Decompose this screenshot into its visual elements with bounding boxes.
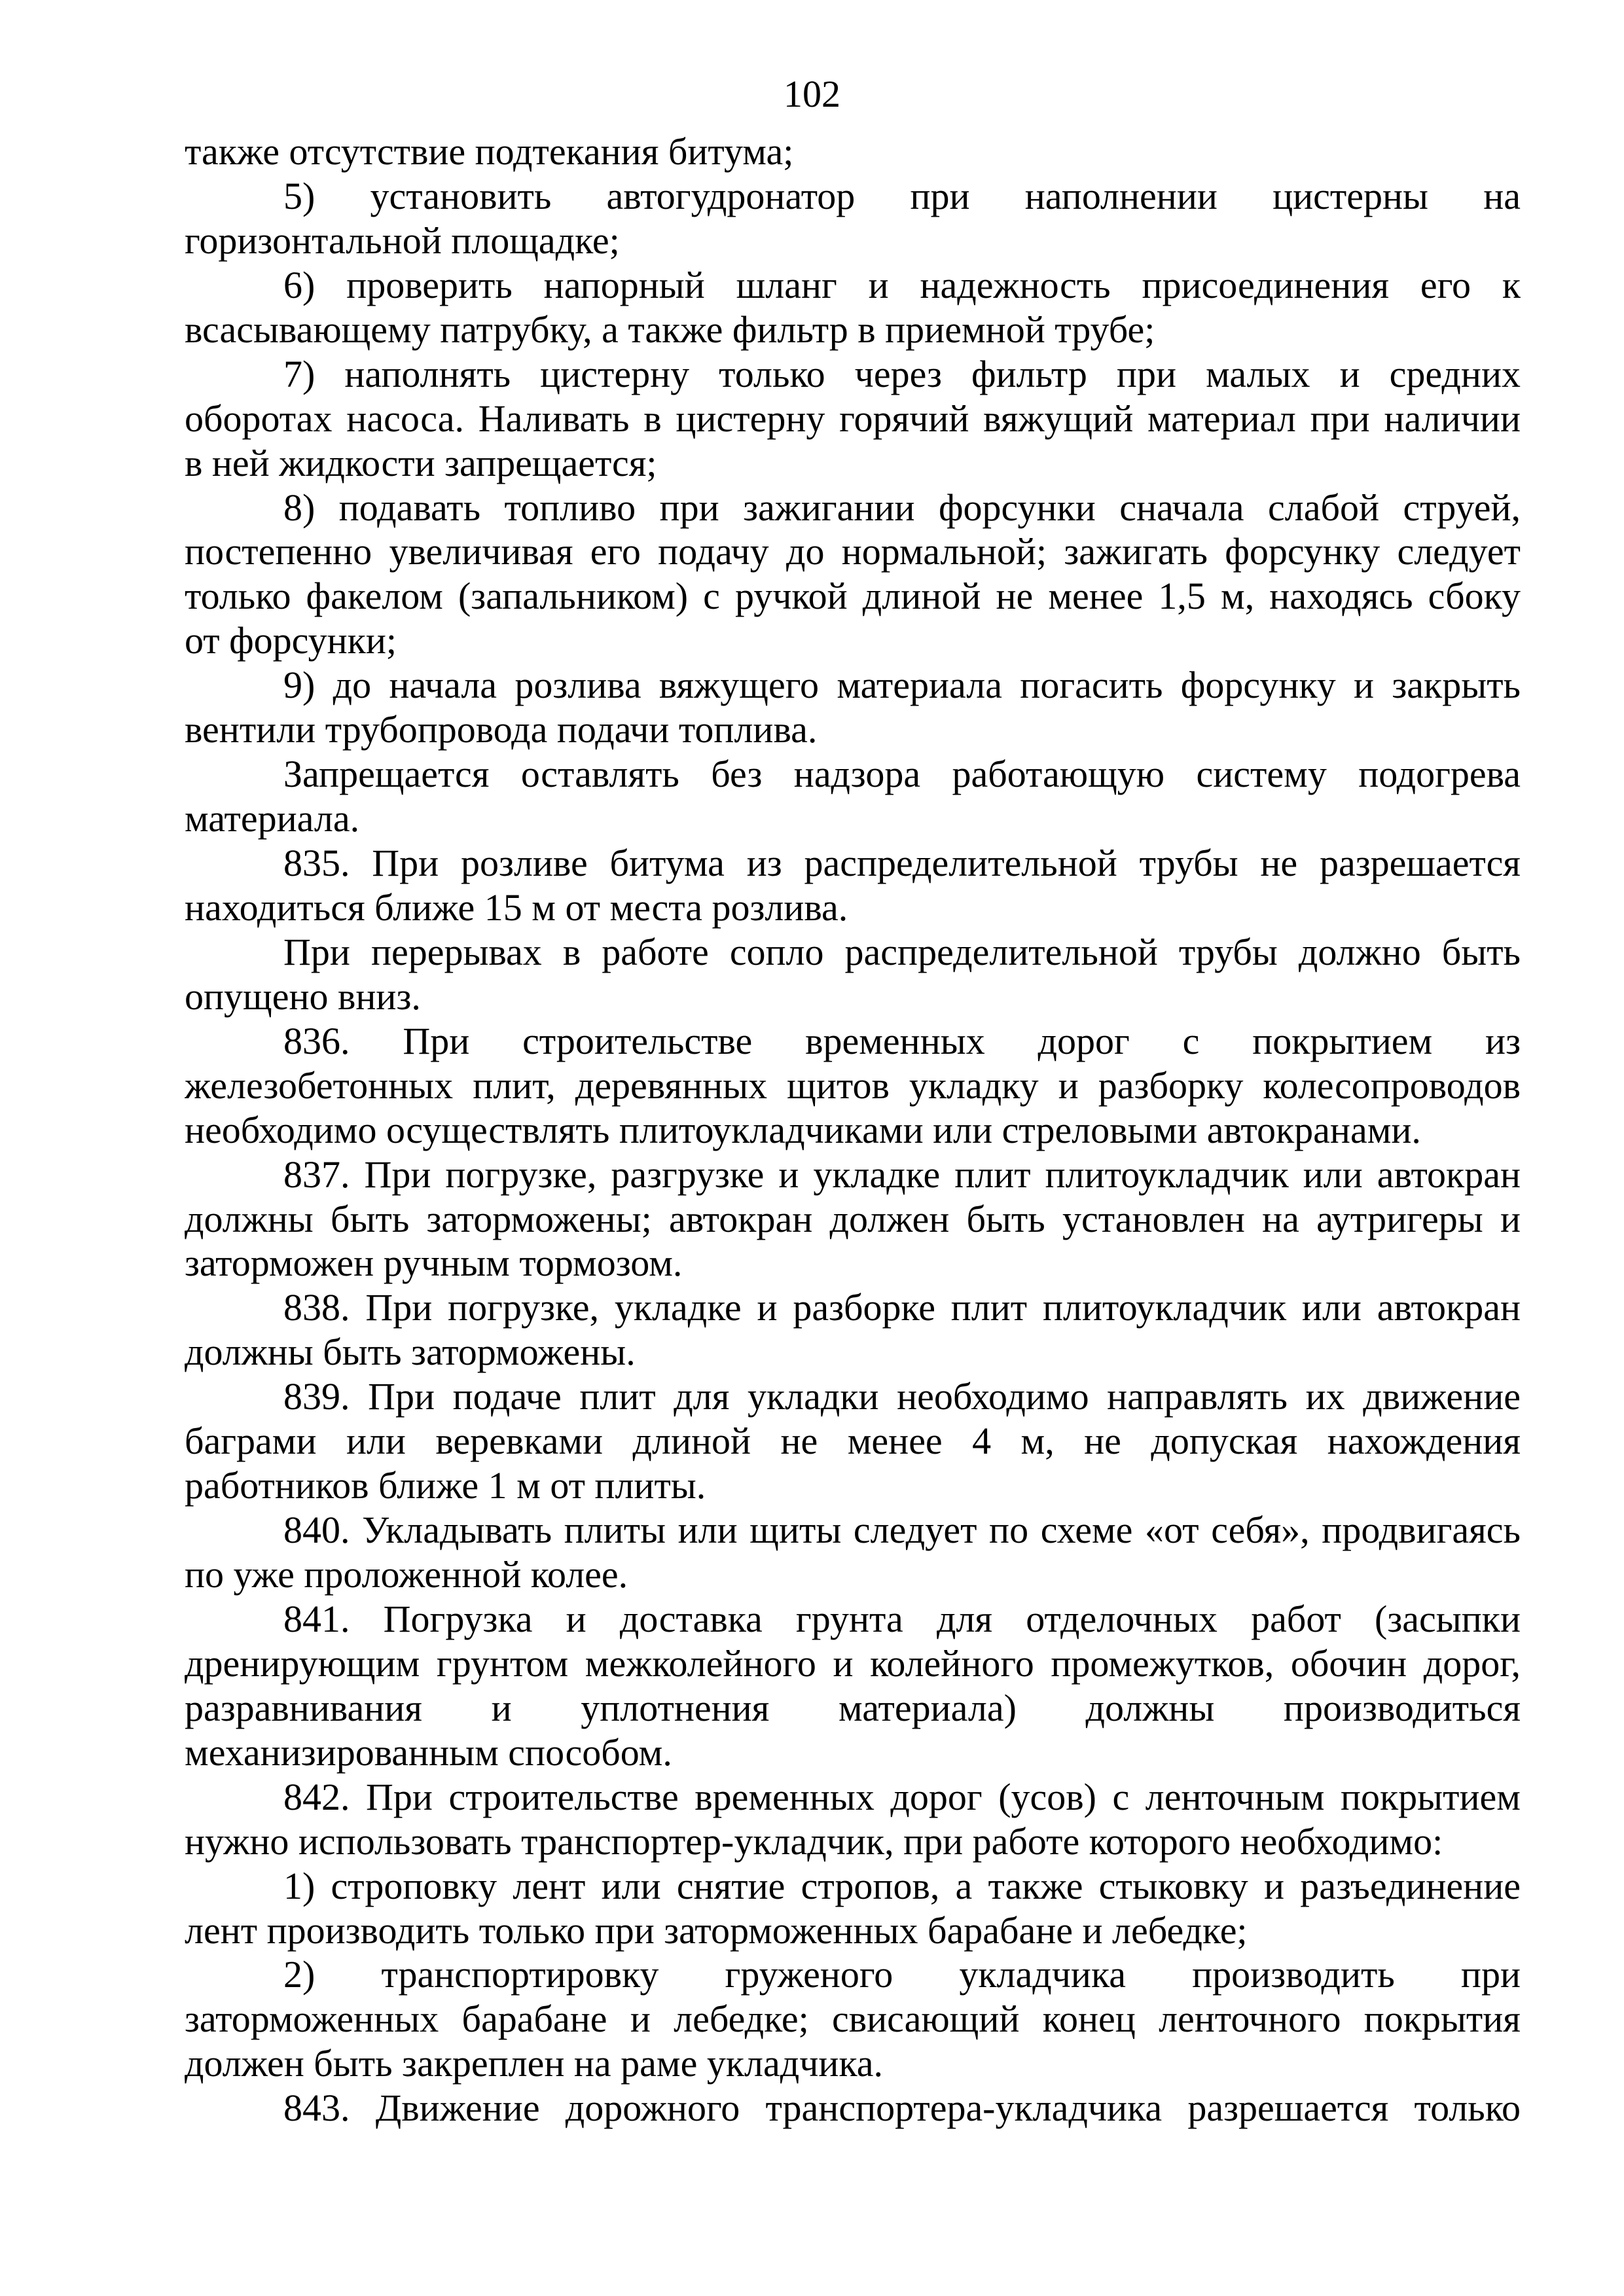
text-line: 835. При розливе битума из распределительной трубы не разрешается (283, 842, 1521, 884)
text-line: 836. При строительстве временных дорог с покрытием из (283, 1019, 1521, 1062)
paragraph (185, 130, 1521, 174)
text-line: 5) установить автогудронатор при наполнении цистерны на (283, 174, 1521, 217)
text-line: 1) строповку лент или снятие стропов, а также стыковку и разъединение (283, 1864, 1521, 1907)
text-line: должны быть заторможены. (185, 1331, 636, 1374)
paragraph (185, 1597, 1521, 1775)
paragraph (185, 1775, 1521, 1864)
paragraph (185, 663, 1521, 752)
paragraph (185, 2086, 1521, 2130)
page-number: 102 (784, 73, 840, 115)
text-line: 840. Укладывать плиты или щиты следует по схеме «от себя», продвигаясь (283, 1509, 1521, 1552)
text-line: 838. При погрузке, укладке и разборке плит плитоукладчик или автокран (283, 1286, 1521, 1329)
paragraph (185, 1952, 1521, 2086)
text-line: должен быть закреплен на раме укладчика. (185, 2042, 883, 2085)
text-line: оборотах насоса. Наливать в цистерну горячий вяжущий материал при наличии (185, 397, 1521, 440)
paragraph (185, 1508, 1521, 1597)
text-line: также отсутствие подтекания битума; (185, 130, 794, 173)
document-body (185, 130, 1521, 2130)
paragraph (185, 1864, 1521, 1953)
text-line: материала. (185, 797, 360, 840)
text-line: 9) до начала розлива вяжущего материала погасить форсунку и закрыть (283, 664, 1521, 707)
paragraph (185, 1019, 1521, 1153)
text-line: разравнивания и уплотнения материала) должны производиться (185, 1686, 1521, 1729)
text-line: всасывающему патрубку, а также фильтр в приемной трубе; (185, 308, 1155, 351)
text-line: дренирующим грунтом межколейного и колейного промежутков, обочин дорог, (185, 1641, 1521, 1685)
text-line: по уже проложенной колее. (185, 1553, 628, 1596)
paragraph (185, 486, 1521, 664)
text-line: 2) транспортировку груженого укладчика производить при (283, 1953, 1521, 1996)
text-line: от форсунки; (185, 619, 397, 662)
paragraph (185, 752, 1521, 841)
text-line: нужно использовать транспортер-укладчик, при работе которого необходимо: (185, 1820, 1443, 1863)
text-line: заторможенных барабане и лебедке; свисающий конец ленточного покрытия (185, 1998, 1521, 2041)
paragraph (185, 1153, 1521, 1286)
paragraph (185, 174, 1521, 263)
paragraph (185, 930, 1521, 1019)
paragraph (185, 841, 1521, 930)
text-line: 7) наполнять цистерну только через фильтр при малых и средних (283, 352, 1521, 395)
text-line: постепенно увеличивая его подачу до нормальной; зажигать форсунку следует (185, 530, 1521, 573)
text-line: Запрещается оставлять без надзора работающую систему подогрева (283, 753, 1521, 796)
text-line: 6) проверить напорный шланг и надежность присоединения его к (283, 263, 1521, 306)
text-line: лент производить только при заторможенных барабане и лебедке; (185, 1909, 1248, 1952)
text-line: 839. При подаче плит для укладки необходимо направлять их движение (283, 1375, 1521, 1418)
paragraph (185, 263, 1521, 352)
paragraph (185, 1285, 1521, 1374)
paragraph (185, 1374, 1521, 1508)
text-line: находиться ближе 15 м от места розлива. (185, 886, 848, 929)
text-line: должны быть заторможены; автокран должен быть установлен на аутригеры и (185, 1197, 1521, 1240)
text-line: вентили трубопровода подачи топлива. (185, 708, 818, 751)
text-line: При перерывах в работе сопло распределительной трубы должно быть (283, 930, 1521, 973)
text-line: заторможен ручным тормозом. (185, 1242, 683, 1285)
text-line: только факелом (запальником) с ручкой длиной не менее 1,5 м, находясь сбоку (185, 575, 1521, 618)
text-line: горизонтальной площадке; (185, 219, 620, 262)
text-line: 843. Движение дорожного транспортера-укладчика разрешается только (283, 2087, 1521, 2130)
text-line: 842. При строительстве временных дорог (усов) с ленточным покрытием (283, 1775, 1521, 1818)
text-line: 8) подавать топливо при зажигании форсунки сначала слабой струей, (283, 486, 1521, 529)
text-line: в ней жидкости запрещается; (185, 441, 657, 484)
text-line: 841. Погрузка и доставка грунта для отделочных работ (засыпки (283, 1597, 1521, 1640)
text-line: 837. При погрузке, разгрузке и укладке плит плитоукладчик или автокран (283, 1153, 1521, 1196)
text-line: работников ближе 1 м от плиты. (185, 1464, 706, 1507)
paragraph (185, 352, 1521, 486)
text-line: опущено вниз. (185, 975, 421, 1018)
text-line: баграми или веревками длиной не менее 4 м, не допуская нахождения (185, 1420, 1521, 1463)
text-line: железобетонных плит, деревянных щитов укладку и разборку колесопроводов (185, 1064, 1521, 1107)
text-line: необходимо осуществлять плитоукладчиками или стреловыми автокранами. (185, 1108, 1421, 1151)
text-line: механизированным способом. (185, 1731, 672, 1774)
